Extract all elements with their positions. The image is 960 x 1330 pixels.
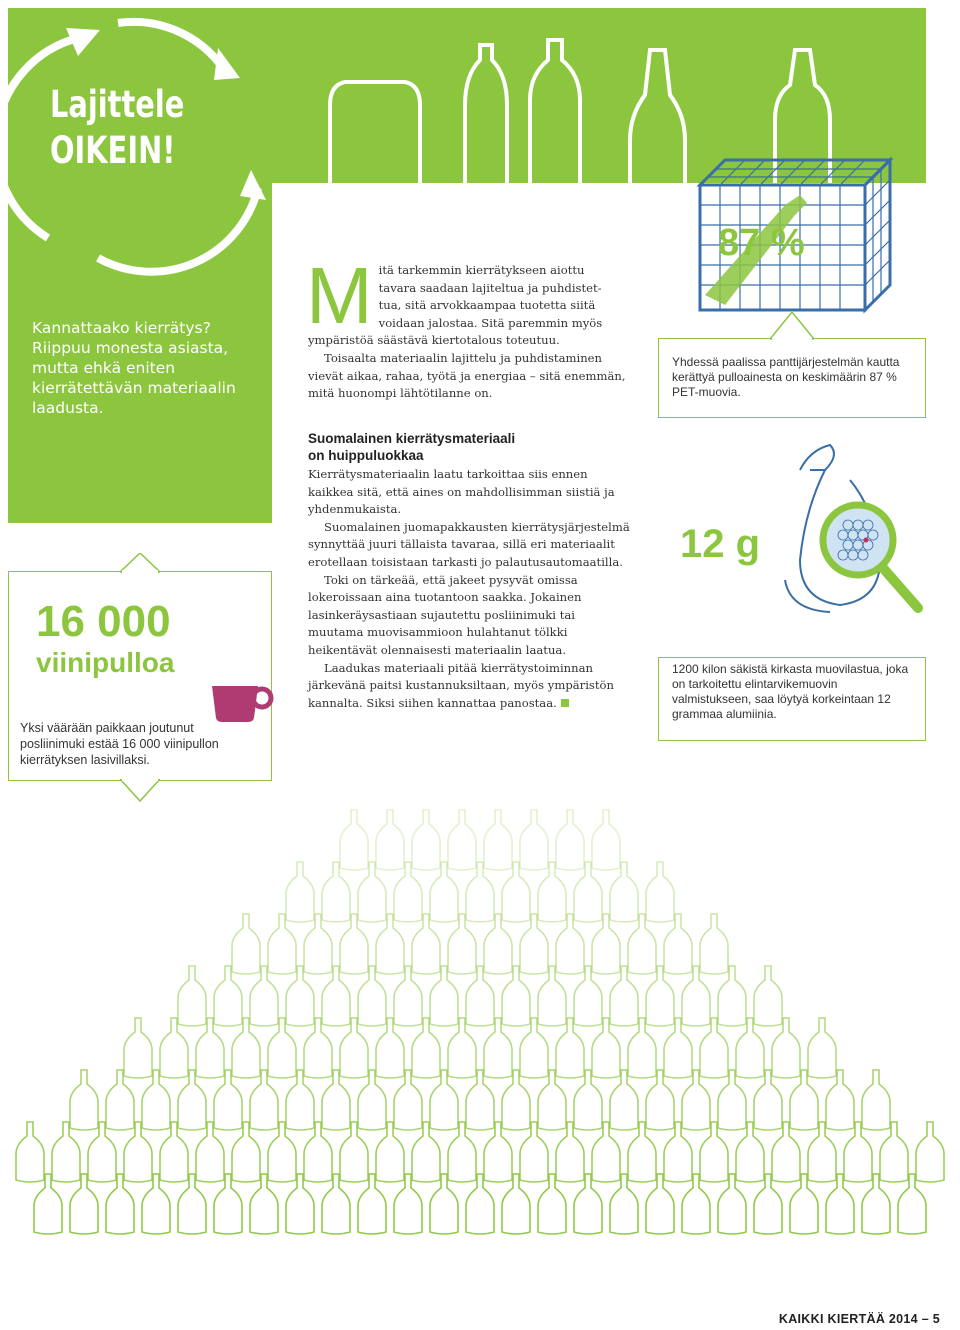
bottle-outline-icon [628, 914, 656, 974]
bottle-outline-icon [448, 810, 476, 870]
bottle-outline-icon [556, 810, 584, 870]
bottle-outline-icon [412, 1122, 440, 1182]
bottle-outline-icon [250, 1070, 278, 1130]
bottle-outline-icon [178, 1174, 206, 1234]
bottle-outline-icon [124, 1018, 152, 1078]
bottle-outline-icon [142, 1070, 170, 1130]
bottle-outline-icon [430, 862, 458, 922]
bottle-outline-icon [268, 914, 296, 974]
bottle-outline-icon [484, 810, 512, 870]
bottle-outline-icon [630, 50, 685, 185]
bottle-outline-icon [520, 914, 548, 974]
bottle-outline-icon [412, 1018, 440, 1078]
section-heading: Suomalainen kierrätysmateriaali on huippuluokkaa [308, 431, 516, 463]
bottle-outline-icon [466, 862, 494, 922]
bottle-outline-icon [394, 862, 422, 922]
bottle-outline-icon [556, 1018, 584, 1078]
bottle-outline-icon [322, 1070, 350, 1130]
bottle-outline-icon [70, 1174, 98, 1234]
bottle-outline-icon [664, 1018, 692, 1078]
bottle-outline-icon [754, 1174, 782, 1234]
bottle-outline-icon [465, 45, 507, 185]
bottle-outline-icon [70, 1070, 98, 1130]
bottle-outline-icon [286, 862, 314, 922]
bottle-outline-icon [376, 1018, 404, 1078]
bottle-outline-icon [736, 1018, 764, 1078]
bottle-outline-icon [530, 40, 580, 185]
article-paragraph: Suomalainen juomapakkausten kierrätysjärjestelmä synnyttää juuri tällaista tavaraa, sillä eri materiaalit erotellaan toisistaan tarkasti jo palautusautomaatilla. [308, 519, 630, 569]
bottle-outline-icon [430, 1174, 458, 1234]
aluminium-caption: 1200 kilon säkistä kirkasta muovilastua, joka on tarkoitettu elintarvikemuovin valmistukseen, saa löytyä korkeintaan 12 grammaa alumiinia. [672, 662, 909, 721]
bottle-outline-icon [772, 1122, 800, 1182]
bottle-outline-icon [736, 1122, 764, 1182]
bottle-outline-icon [160, 1018, 188, 1078]
article-paragraph: Toisaalta materiaalin lajittelu ja puhdistaminen vievät aikaa, rahaa, työtä ja energiaa – sitä enemmän, mitä huonompi lähtötilanne on. [308, 350, 626, 401]
bottle-outline-icon [394, 966, 422, 1026]
bottle-outline-icon [646, 1070, 674, 1130]
pet-box-pointer [770, 312, 814, 340]
bottle-outline-icon [232, 1018, 260, 1078]
bottle-outline-icon [718, 966, 746, 1026]
stat-description: Yksi väärään paikkaan joutunut posliinimuki estää 16 000 viinipullon kierrätyksen lasivillaksi. [20, 721, 219, 767]
page-title: Lajittele OIKEIN! [50, 83, 185, 172]
aluminium-amount: 12 g [680, 522, 761, 566]
bottle-outline-icon [250, 1174, 278, 1234]
bottle-outline-icon [610, 1174, 638, 1234]
bottle-outline-icon [808, 1122, 836, 1182]
bottle-outline-icon [358, 1174, 386, 1234]
bottle-outline-icon [214, 966, 242, 1026]
bottle-outline-icon [754, 966, 782, 1026]
can-outline-icon [330, 82, 420, 185]
bottle-outline-icon [358, 862, 386, 922]
bottle-outline-icon [142, 1174, 170, 1234]
bottle-outline-icon [196, 1122, 224, 1182]
pet-percentage: 87 % [718, 222, 805, 264]
bottle-outline-icon [610, 966, 638, 1026]
stat-number: 16 000 [36, 597, 171, 646]
bottle-outline-icon [376, 1122, 404, 1182]
bottle-outline-icon [376, 914, 404, 974]
bottle-outline-icon [358, 966, 386, 1026]
bottle-outline-icon [556, 1122, 584, 1182]
bottle-outline-icon [502, 862, 530, 922]
article-body [306, 251, 633, 403]
bottle-outline-icon [250, 966, 278, 1026]
bottle-outline-icon [52, 1122, 80, 1182]
bottle-outline-icon [394, 1070, 422, 1130]
bottle-outline-icon [394, 1174, 422, 1234]
bottle-outline-icon [16, 1122, 44, 1182]
bottle-outline-icon [592, 914, 620, 974]
bottle-outline-icon [592, 1122, 620, 1182]
bottle-outline-icon [772, 1018, 800, 1078]
bottle-outline-icon [520, 1018, 548, 1078]
bottle-outline-icon [196, 1018, 224, 1078]
bottle-outline-icon [304, 1018, 332, 1078]
bottle-outline-icon [286, 966, 314, 1026]
bottle-outline-icon [412, 914, 440, 974]
bottle-outline-icon [718, 1174, 746, 1234]
bottle-outline-icon [286, 1070, 314, 1130]
bottle-outline-icon [898, 1174, 926, 1234]
cup-icon [208, 684, 274, 724]
bottle-outline-icon [664, 914, 692, 974]
bottle-outline-icon [376, 810, 404, 870]
bottle-outline-icon [862, 1070, 890, 1130]
bottle-outline-icon [538, 1070, 566, 1130]
bottle-outline-icon [574, 1070, 602, 1130]
dropcap: M [306, 251, 373, 340]
bottle-outline-icon [340, 810, 368, 870]
bottle-outline-icon [232, 914, 260, 974]
bottle-outline-icon [34, 1174, 62, 1234]
bottle-outline-icon [214, 1174, 242, 1234]
bottle-outline-icon [538, 1174, 566, 1234]
bottle-outline-icon [448, 1018, 476, 1078]
bottle-outline-icon [412, 810, 440, 870]
bottle-outline-icon [862, 1174, 890, 1234]
bottle-outline-icon [790, 1070, 818, 1130]
bottle-outline-icon [88, 1122, 116, 1182]
bottle-outline-icon [682, 1070, 710, 1130]
page-footer: KAIKKI KIERTÄÄ 2014 – 5 [778, 1312, 940, 1326]
bottle-outline-icon [610, 862, 638, 922]
bottle-outline-icon [790, 1174, 818, 1234]
bottle-outline-icon [754, 1070, 782, 1130]
bottle-outline-icon [502, 1070, 530, 1130]
bottle-outline-icon [592, 1018, 620, 1078]
bottle-outline-icon [304, 1122, 332, 1182]
bottle-outline-icon [268, 1122, 296, 1182]
bottle-outline-icon [826, 1070, 854, 1130]
bottle-outline-icon [448, 914, 476, 974]
bottle-outline-icon [448, 1122, 476, 1182]
bottle-outline-icon [592, 810, 620, 870]
bottle-outline-icon [646, 862, 674, 922]
bottle-outline-icon [664, 1122, 692, 1182]
bottle-pyramid-icon [0, 790, 960, 1250]
bottle-outline-icon [178, 1070, 206, 1130]
bottle-outline-icon [322, 1174, 350, 1234]
bottle-outline-icon [304, 914, 332, 974]
bottle-outline-icon [466, 966, 494, 1026]
bottle-outline-icon [232, 1122, 260, 1182]
bottle-outline-icon [484, 1018, 512, 1078]
bottle-outline-icon [484, 914, 512, 974]
bottle-outline-icon [538, 862, 566, 922]
magnifier-icon [818, 480, 928, 615]
bottle-outline-icon [700, 1018, 728, 1078]
bottle-outline-icon [700, 1122, 728, 1182]
bottle-outline-icon [646, 966, 674, 1026]
end-mark [561, 699, 569, 707]
bottle-outline-icon [106, 1174, 134, 1234]
bottle-outline-icon [610, 1070, 638, 1130]
bottle-outline-icon [430, 966, 458, 1026]
bottle-outline-icon [214, 1070, 242, 1130]
bottle-outline-icon [322, 966, 350, 1026]
bottle-outline-icon [628, 1018, 656, 1078]
stat-unit: viinipulloa [36, 647, 175, 678]
bottle-outline-icon [808, 1018, 836, 1078]
bottle-outline-icon [178, 966, 206, 1026]
article-intro: itä tarkemmin kierrätykseen aiottu tavara saadaan lajiteltua ja puhdistet- tua, sitä arvokkaampaa tuotetta siitä voidaan jalostaa. Sitä paremmin myös ympäristöä säästävä kiertotalous toteutuu. [308, 263, 603, 348]
bottle-outline-icon [466, 1070, 494, 1130]
stat-box-pointer [120, 553, 160, 573]
bottle-outline-icon [340, 914, 368, 974]
bottle-outline-icon [574, 862, 602, 922]
bottle-outline-icon [502, 1174, 530, 1234]
bottle-outline-icon [556, 914, 584, 974]
article-paragraph: Kierrätysmateriaalin laatu tarkoittaa siis ennen kaikkea sitä, että aines on mahdollisimman siistiä ja yhdenmukaista. [308, 467, 615, 517]
bottle-outline-icon [106, 1070, 134, 1130]
article-paragraph: Toki on tärkeää, että jakeet pysyvät omissa lokeroissaan aina tuotantoon saakka. Jokainen lasinkeräysastiaan sujautettu posliinimuki tai muutama muovisammioon hulahtanut tölkki heikentävät olennaisesti materiaalin laatua. [308, 572, 582, 657]
bottle-outline-icon [124, 1122, 152, 1182]
article-section [308, 430, 633, 712]
bottle-outline-icon [574, 1174, 602, 1234]
bottle-outline-icon [844, 1122, 872, 1182]
bottle-outline-icon [682, 1174, 710, 1234]
bottle-outline-icon [502, 966, 530, 1026]
bottle-outline-icon [916, 1122, 944, 1182]
bottle-outline-icon [520, 1122, 548, 1182]
bottle-outline-icon [826, 1174, 854, 1234]
bottle-outline-icon [430, 1070, 458, 1130]
bottle-outline-icon [646, 1174, 674, 1234]
bottle-outline-icon [718, 1070, 746, 1130]
bottle-outline-icon [268, 1018, 296, 1078]
bottle-outline-icon [286, 1174, 314, 1234]
intro-question: Kannattaako kierrätys? Riippuu monesta asiasta, mutta ehkä eniten kierrätettävän materiaalin laadusta. [32, 319, 236, 417]
bottle-outline-icon [340, 1018, 368, 1078]
bottle-outline-icon [628, 1122, 656, 1182]
bottle-outline-icon [574, 966, 602, 1026]
bottle-outline-icon [160, 1122, 188, 1182]
bottle-outline-icon [880, 1122, 908, 1182]
bottle-outline-icon [700, 914, 728, 974]
bottle-outline-icon [340, 1122, 368, 1182]
bottle-outline-icon [484, 1122, 512, 1182]
bottle-outline-icon [358, 1070, 386, 1130]
bottle-outline-icon [682, 966, 710, 1026]
article-paragraph: Laadukas materiaali pitää kierrätystoiminnan järkevänä paitsi kustannuksiltaan, myös ympäristön kannalta. Siksi siihen kannattaa panostaa. [308, 660, 614, 710]
bottle-outline-icon [322, 862, 350, 922]
pet-caption: Yhdessä paalissa panttijärjestelmän kautta kerättyä pulloainesta on keskimäärin 87 % PET-muovia. [672, 355, 900, 399]
bottle-outline-icon [466, 1174, 494, 1234]
bottle-outline-icon [538, 966, 566, 1026]
bottle-outline-icon [520, 810, 548, 870]
